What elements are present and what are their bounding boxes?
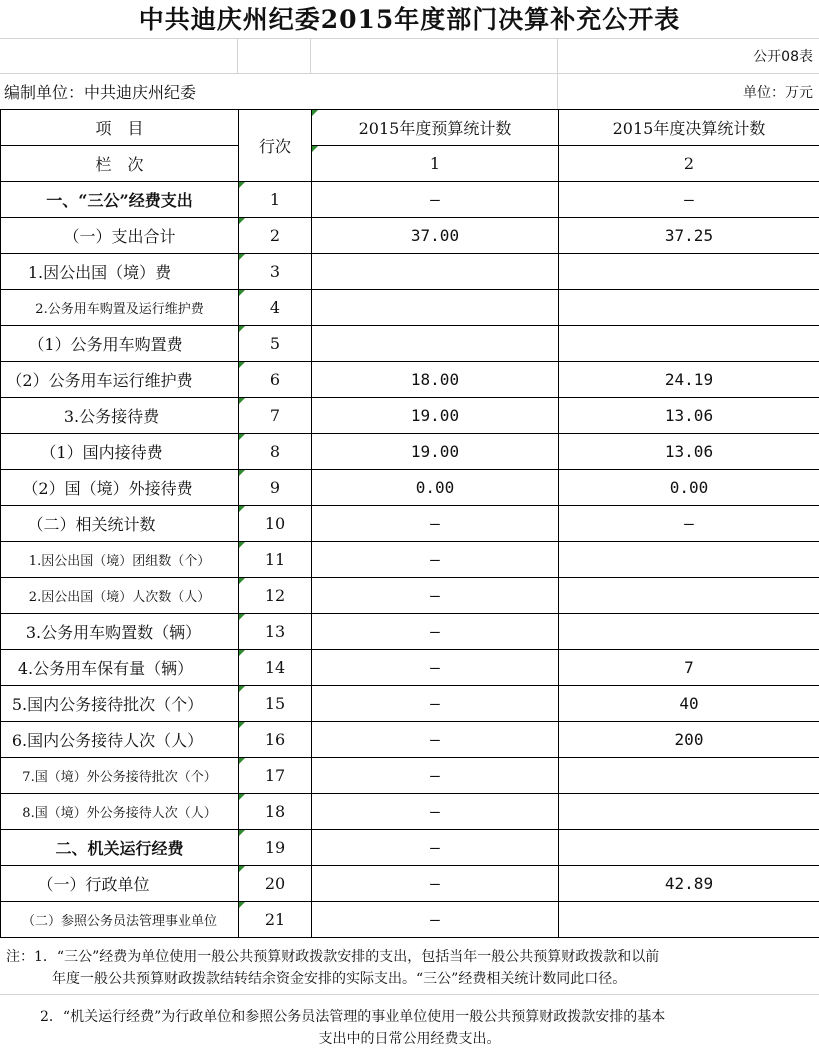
budget-value: —: [312, 686, 559, 722]
budget-col-no: [312, 146, 559, 182]
budget-value: —: [312, 182, 559, 218]
budget-col-no-text: 1: [429, 154, 441, 173]
header-row: [1, 110, 819, 146]
row-label-text: （一）行政单位: [37, 875, 150, 894]
final-value: [559, 614, 819, 650]
final-value: [559, 830, 819, 866]
final-value: 7: [559, 650, 819, 686]
final-value: [559, 758, 819, 794]
note-separator: [0, 994, 819, 995]
budget-value: —: [312, 506, 559, 542]
row-number: 17: [239, 758, 312, 794]
budget-value: [312, 290, 559, 326]
final-value: 42.89: [559, 866, 819, 902]
row-number: 1: [239, 182, 312, 218]
note-2-line-1: 2．“机关运行经费”为行政单位和参照公务员法管理的事业单位使用一般公共预算财政拨款安排的基本: [40, 1009, 666, 1025]
row-label: [1, 650, 239, 686]
table-row: [1, 254, 819, 290]
table-row: [1, 290, 819, 326]
final-value: [559, 578, 819, 614]
row-label: [1, 722, 239, 758]
budget-value: —: [312, 578, 559, 614]
table-row: [1, 542, 819, 578]
row-number: 15: [239, 686, 312, 722]
column-no-row: [1, 146, 819, 182]
table-row: [1, 362, 819, 398]
report-title: 中共迪庆州纪委2015年度部门决算补充公开表: [138, 5, 681, 34]
budget-value: —: [312, 542, 559, 578]
row-label-text: （一）支出合计: [63, 227, 176, 246]
table-row: [1, 830, 819, 866]
note-1: [6, 946, 814, 990]
budget-value: —: [312, 830, 559, 866]
final-col-no: [559, 146, 819, 182]
final-col-no-text: 2: [683, 154, 695, 173]
table-row: [1, 434, 819, 470]
row-label-text: 3.公务接待费: [63, 407, 160, 426]
row-number: 13: [239, 614, 312, 650]
row-label-text: 1.因公出国（境）团组数（个）: [28, 554, 211, 569]
row-label-text: 2.因公出国（境）人次数（人）: [28, 590, 211, 605]
row-label: [1, 470, 239, 506]
final-value: 13.06: [559, 398, 819, 434]
row-label-text: （二）相关统计数: [27, 515, 156, 534]
final-value: 200: [559, 722, 819, 758]
table-row: [1, 470, 819, 506]
table-row: [1, 866, 819, 902]
header-col-text: 栏 次: [95, 155, 144, 174]
budget-value: —: [312, 650, 559, 686]
row-label: [1, 758, 239, 794]
row-number: 9: [239, 470, 312, 506]
row-label-text: （2）国（境）外接待费: [22, 479, 193, 498]
gridline: [310, 38, 311, 73]
row-number: 4: [239, 290, 312, 326]
table-row: [1, 506, 819, 542]
gridline: [557, 38, 558, 109]
row-label: [1, 902, 239, 938]
row-label: [1, 830, 239, 866]
final-value: —: [559, 182, 819, 218]
row-number: 19: [239, 830, 312, 866]
budget-value: —: [312, 902, 559, 938]
gridline: [237, 38, 238, 73]
row-label-text: 二、机关运行经费: [55, 839, 184, 858]
row-label: [1, 866, 239, 902]
table-row: [1, 326, 819, 362]
header-col: [1, 146, 239, 182]
budget-value: 19.00: [312, 434, 559, 470]
row-label: [1, 542, 239, 578]
row-label: [1, 254, 239, 290]
budget-value: 19.00: [312, 398, 559, 434]
row-label-text: 一、“三公”经费支出: [46, 191, 193, 210]
unit-label: 单位：万元: [743, 85, 813, 101]
final-value: 0.00: [559, 470, 819, 506]
budget-value: —: [312, 866, 559, 902]
row-label: [1, 506, 239, 542]
row-number: 8: [239, 434, 312, 470]
final-value: 13.06: [559, 434, 819, 470]
row-number: 14: [239, 650, 312, 686]
row-label: [1, 326, 239, 362]
row-number: 16: [239, 722, 312, 758]
final-value: 37.25: [559, 218, 819, 254]
header-row-no-text: 行次: [258, 137, 291, 156]
note-2-line-2: 支出中的日常公用经费支出。: [318, 1031, 501, 1047]
header-row-no: [239, 110, 312, 182]
row-label: [1, 182, 239, 218]
row-label-text: 5.国内公务接待批次（个）: [11, 695, 204, 714]
budget-value: 37.00: [312, 218, 559, 254]
final-value: [559, 326, 819, 362]
header-item: [1, 110, 239, 146]
budget-value: —: [312, 722, 559, 758]
final-value: [559, 254, 819, 290]
budget-value: 0.00: [312, 470, 559, 506]
budget-value: —: [312, 758, 559, 794]
note-1-line-1: 注：1．“三公”经费为单位使用一般公共预算财政拨款安排的支出，包括当年一般公共预算财政拨款和以前: [6, 949, 660, 965]
row-label-text: 3.公务用车购置数（辆）: [25, 623, 202, 642]
note-2: [0, 1006, 819, 1050]
row-number: 11: [239, 542, 312, 578]
budget-value: —: [312, 614, 559, 650]
row-number: 12: [239, 578, 312, 614]
header-item-text: 项 目: [95, 119, 144, 138]
table-row: [1, 902, 819, 938]
table-row: [1, 794, 819, 830]
final-value: [559, 794, 819, 830]
row-number: 2: [239, 218, 312, 254]
table-code: 公开08表: [753, 49, 813, 65]
final-value: 24.19: [559, 362, 819, 398]
final-value: [559, 542, 819, 578]
row-label-text: （1）公务用车购置费: [28, 335, 183, 354]
final-value: [559, 902, 819, 938]
row-label: [1, 434, 239, 470]
note-1-line-2: 年度一般公共预算财政拨款结转结余资金安排的实际支出。“三公”经费相关统计数同此口径。: [52, 971, 627, 987]
row-number: 6: [239, 362, 312, 398]
row-label-text: 2.公务用车购置及运行维护费: [35, 302, 204, 317]
row-number: 7: [239, 398, 312, 434]
table-row: [1, 578, 819, 614]
row-label-text: （二）参照公务员法管理事业单位: [21, 914, 217, 929]
row-label: [1, 218, 239, 254]
row-number: 5: [239, 326, 312, 362]
row-number: 20: [239, 866, 312, 902]
table-row: [1, 758, 819, 794]
table-row: [1, 722, 819, 758]
row-label: [1, 686, 239, 722]
row-label: [1, 578, 239, 614]
table-row: [1, 182, 819, 218]
budget-value: [312, 326, 559, 362]
final-value: [559, 290, 819, 326]
row-number: 18: [239, 794, 312, 830]
gridline: [0, 73, 819, 74]
row-label-text: 1.因公出国（境）费: [27, 263, 172, 282]
table-row: [1, 686, 819, 722]
budget-value: 18.00: [312, 362, 559, 398]
final-value: —: [559, 506, 819, 542]
budget-value: [312, 254, 559, 290]
table-row: [1, 614, 819, 650]
expense-table: [0, 109, 819, 938]
row-number: 3: [239, 254, 312, 290]
org-label: 编制单位：中共迪庆州纪委: [4, 83, 197, 102]
row-number: 10: [239, 506, 312, 542]
header-budget-text: 2015年度预算统计数: [358, 119, 512, 138]
row-label: [1, 614, 239, 650]
row-label-text: 8.国（境）外公务接待人次（人）: [22, 806, 217, 821]
row-number: 21: [239, 902, 312, 938]
row-label: [1, 290, 239, 326]
gridline: [0, 38, 819, 39]
row-label-text: 7.国（境）外公务接待批次（个）: [22, 770, 217, 785]
row-label-text: 4.公务用车保有量（辆）: [17, 659, 194, 678]
row-label: [1, 794, 239, 830]
row-label-text: （2）公务用车运行维护费: [6, 371, 193, 390]
header-final: [559, 110, 819, 146]
header-budget: [312, 110, 559, 146]
final-value: 40: [559, 686, 819, 722]
row-label: [1, 398, 239, 434]
row-label-text: 6.国内公务接待人次（人）: [11, 731, 204, 750]
table-row: [1, 218, 819, 254]
table-row: [1, 650, 819, 686]
row-label-text: （1）国内接待费: [40, 443, 163, 462]
table-row: [1, 398, 819, 434]
budget-value: —: [312, 794, 559, 830]
row-label: [1, 362, 239, 398]
header-final-text: 2015年度决算统计数: [612, 119, 766, 138]
